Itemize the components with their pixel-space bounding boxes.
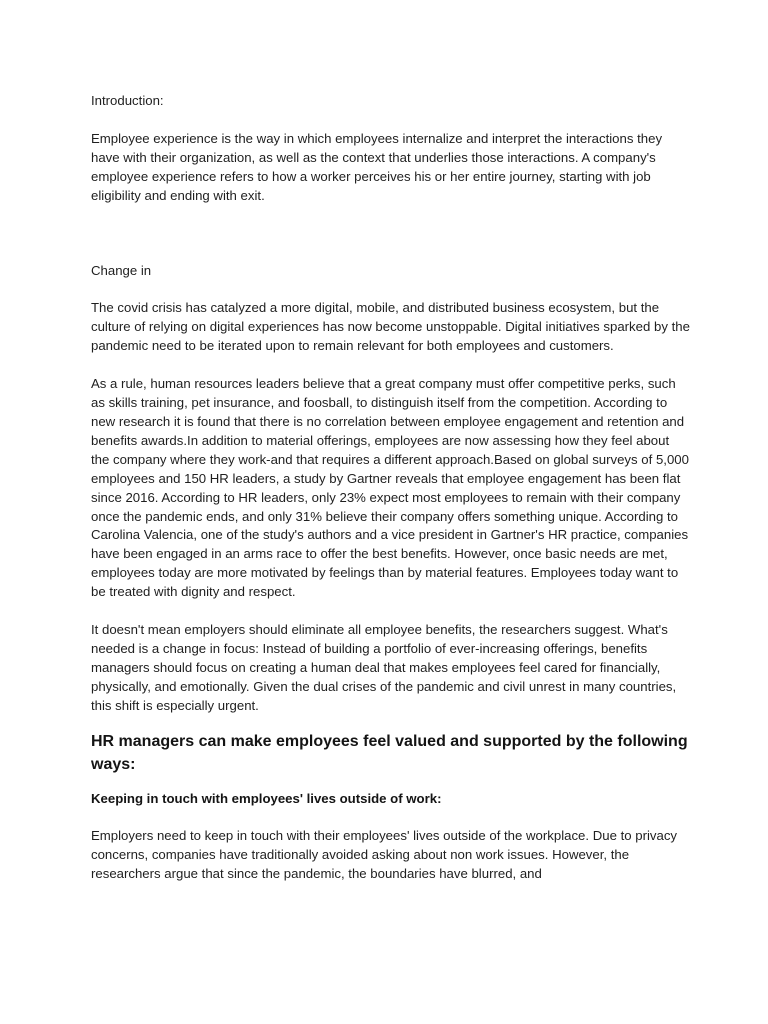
change-heading: Change in <box>91 262 152 278</box>
keep-in-touch-paragraph: Employers need to keep in touch with their employees' lives outside of the workplace. Due to privacy concerns, companies have traditionally avoided asking about non work issues. However, the researchers argue that since the pandemic, the boundaries have blurred, and <box>91 828 678 882</box>
section-heading: HR managers can make employees feel valued and supported by the following ways: <box>91 732 688 773</box>
benefits-paragraph: It doesn't mean employers should eliminate all employee benefits, the researchers suggest. What's needed is a change in focus: Instead of building a portfolio of ever-increasing offerings, benefits managers should focus on creating a human deal that makes employees feel cared for financially, physically, and emotionally. Given the dual crises of the pandemic and civil unrest in many countries, this shift is especially urgent. <box>91 622 677 713</box>
subsection-heading: Keeping in touch with employees' lives outside of work: <box>91 790 442 806</box>
intro-heading: Introduction: <box>91 93 164 108</box>
document-content <box>91 92 691 884</box>
hr-leaders-paragraph: As a rule, human resources leaders believe that a great company must offer competitive perks, such as skills training, pet insurance, and foosball, to distinguish itself from the competition. According to new research it is found that there is no correlation between employee engagement and retention and benefits awards.In addition to material offerings, employees are now assessing how they feel about the company where they work-and that requires a different approach.Based on global surveys of 5,000 employees and 150 HR leaders, a study by Gartner reveals that employee engagement has been flat since 2016. According to HR leaders, only 23% expect most employees to remain with their company once the pandemic ends, and only 31% believe their company offers something unique. According to Carolina Valencia, one of the study's authors and a vice president in Gartner's HR practice, companies have been engaged in an arms race to offer the best benefits. However, once basic needs are met, employees today are more motivated by feelings than by material features. Employees today want to be treated with dignity and respect. <box>91 376 689 600</box>
covid-paragraph: The covid crisis has catalyzed a more digital, mobile, and distributed business ecosystem, but the culture of relying on digital experiences has now become unstoppable. Digital initiatives sparked by the pandemic need to be iterated upon to remain relevant for both employees and customers. <box>91 300 690 354</box>
intro-paragraph: Employee experience is the way in which employees internalize and interpret the interactions they have with their organization, as well as the context that underlies those interactions. A company's employee experience refers to how a worker perceives his or her entire journey, starting with job eligibility and ending with exit. <box>91 130 663 203</box>
